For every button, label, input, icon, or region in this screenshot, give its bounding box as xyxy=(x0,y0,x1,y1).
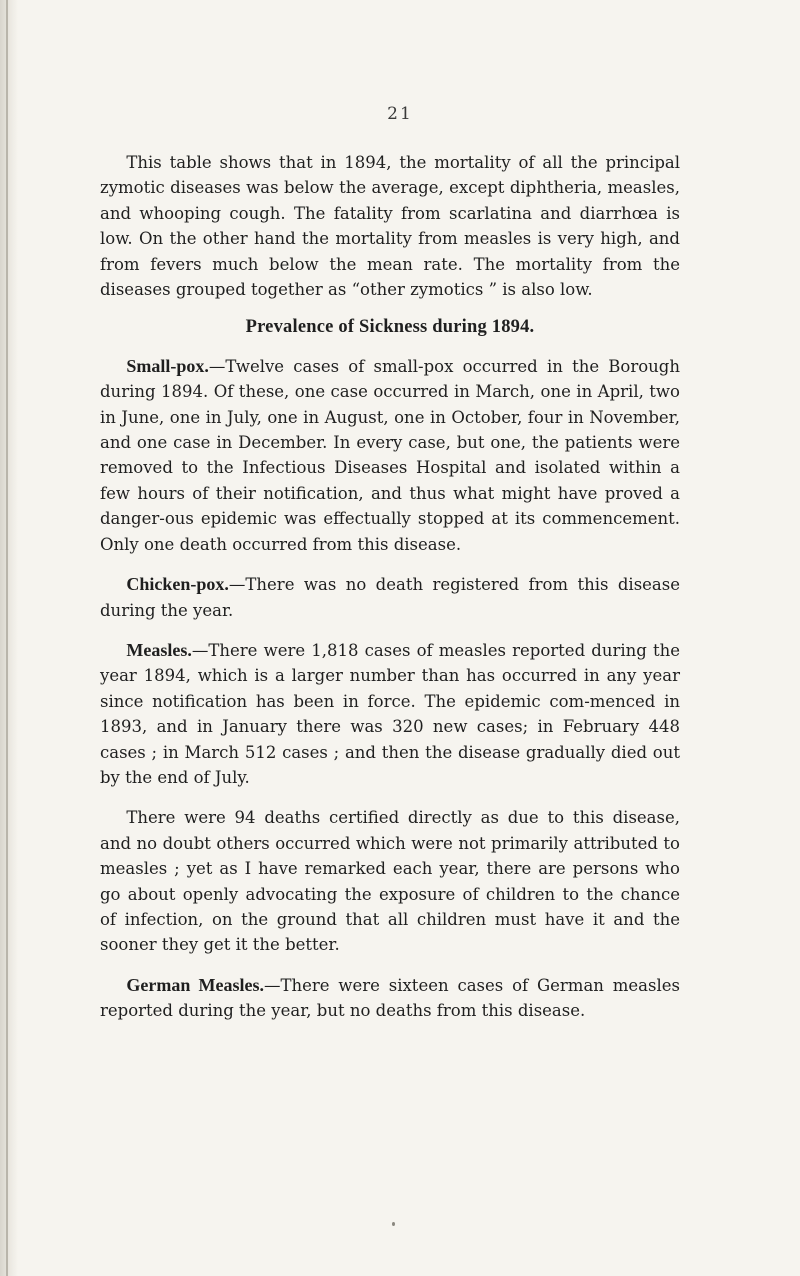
page-number: 21 xyxy=(387,104,413,124)
measles-text: —There were 1,818 cases of measles reported during the year 1894, which is a larger number than has occurred in any year since notification has been in force. The epidemic com-menced in 1893, and in January there was 320 new cases; in February 448 cases ; in March 512 cases ; and then the disease gradually died out by the end of July. xyxy=(100,640,680,787)
smallpox-lead: Small-pox. xyxy=(126,355,209,376)
chickenpox-lead: Chicken-pox. xyxy=(126,574,229,595)
german-measles-lead: German Measles. xyxy=(126,974,264,995)
paper-speck xyxy=(392,1222,395,1226)
section-heading: Prevalence of Sickness during 1894. xyxy=(245,317,535,338)
smallpox-text: —Twelve cases of small-pox occurred in the Borough during 1894. Of these, one case occurred in March, one in April, two in June, one in July, one in August, one in October, four in November, and one case in December. In every case, but one, the patients were removed to the Infectious Diseases Hospital and isolated within a few hours of their notification, and thus what might have proved a danger-ous epidemic was effectually stopped at its commencement. Only one death occurred from this disease. xyxy=(100,356,680,554)
german-measles-text: —There were sixteen cases of German measles reported during the year, but no deaths from this disease. xyxy=(100,975,680,1021)
measles-lead: Measles. xyxy=(126,639,192,660)
chickenpox-paragraph xyxy=(100,572,680,623)
measles-paragraph xyxy=(100,638,680,790)
chickenpox-text: —There was no death registered from this disease during the year. xyxy=(100,575,680,620)
intro-paragraph: This table shows that in 1894, the mortality of all the principal zymotic diseases was below the average, except diphtheria, measles, and whooping cough. The fatality from scarlatina and diarrhœa is low. On the other hand the mortality from measles is very high, and from fevers much below the mean rate. The mortality from the diseases grouped together as “other zymotics ” is also low. xyxy=(100,153,680,300)
german-measles-paragraph xyxy=(100,973,680,1024)
page-binding-shadow xyxy=(0,0,18,1276)
page-body xyxy=(100,150,680,1024)
smallpox-paragraph xyxy=(100,354,680,557)
measles-deaths-paragraph: There were 94 deaths certified directly as due to this disease, and no doubt others occurred which were not primarily attributed to measles ; yet as I have remarked each year, there are persons who go about openly advocating the exposure of children to the chance of infection, on the ground that all children must have it and the sooner they get it the better. xyxy=(100,808,680,955)
page-binding-edge xyxy=(6,0,8,1276)
